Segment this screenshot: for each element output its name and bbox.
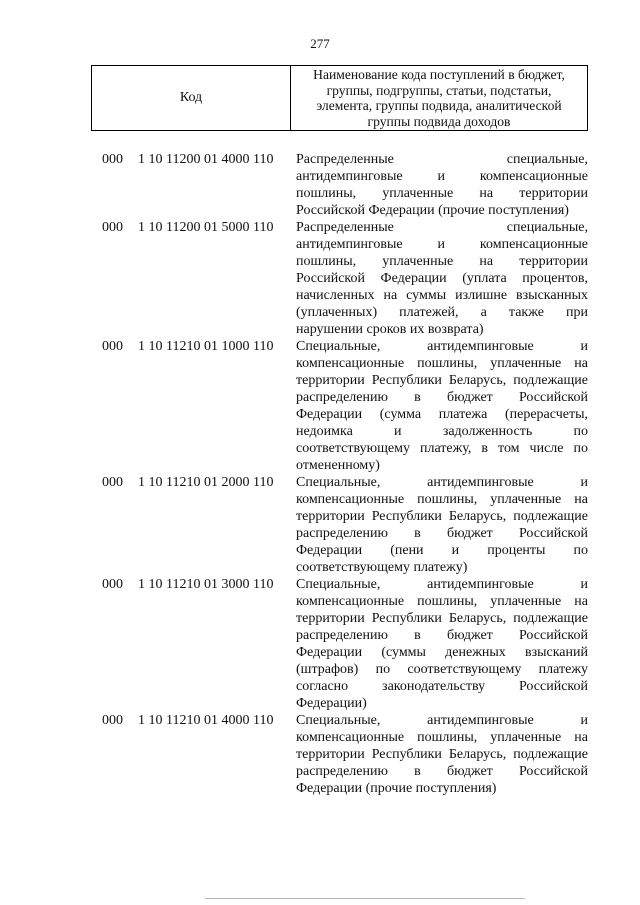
description-line: (штрафов) по соответствующему платежу (296, 662, 588, 677)
description-line: компенсационные пошлины, уплаченные на (296, 492, 588, 507)
description-line: антидемпинговые и компенсационные (296, 237, 588, 252)
description-line: пошлины, уплаченные на территории (296, 186, 588, 201)
description-line: распределению в бюджет Российской (296, 390, 588, 405)
row-budget-code: 1 10 11210 01 4000 110 (138, 713, 274, 728)
table-header (91, 65, 588, 131)
description-line: пошлины, уплаченные на территории (296, 254, 588, 269)
header-name-line: Наименование кода поступлений в бюджет, (313, 67, 565, 82)
description-line: распределению в бюджет Российской (296, 526, 588, 541)
row-budget-code: 1 10 11210 01 3000 110 (138, 577, 274, 592)
description-line: компенсационные пошлины, уплаченные на (296, 730, 588, 745)
description-line: территории Республики Беларусь, подлежащие (296, 373, 588, 388)
table-row (102, 712, 588, 797)
description-line: Специальные, антидемпинговые и (296, 577, 588, 592)
row-budget-code: 1 10 11200 01 5000 110 (138, 220, 274, 235)
description-line: согласно законодательству Российской (296, 679, 588, 694)
description-line: начисленных на суммы излишне взысканных (296, 288, 588, 303)
description-line: Специальные, антидемпинговые и (296, 339, 588, 354)
table-row (102, 576, 588, 712)
description-line: территории Республики Беларусь, подлежащие (296, 509, 588, 524)
header-name-line: группы подвида доходов (367, 113, 511, 129)
row-description (296, 219, 588, 338)
header-name-column (291, 66, 587, 130)
description-line: территории Республики Беларусь, подлежащие (296, 611, 588, 626)
description-line: территории Республики Беларусь, подлежащие (296, 747, 588, 762)
description-line: Федерации) (296, 696, 367, 711)
row-description (296, 474, 588, 576)
row-admin-code: 000 (102, 475, 123, 490)
description-line: соответствующему платежу) (296, 560, 468, 575)
header-name-line: группы, подгруппы, статьи, подстатьи, (326, 82, 552, 98)
table-row (102, 338, 588, 474)
description-line: Российской Федерации (уплата процентов, (296, 271, 588, 286)
description-line: Федерации (пени и проценты по (296, 543, 588, 558)
description-line: Федерации (сумма платежа (перерасчеты, (296, 407, 588, 422)
row-admin-code: 000 (102, 577, 123, 592)
row-budget-code: 1 10 11210 01 2000 110 (138, 475, 274, 490)
description-line: Специальные, антидемпинговые и (296, 475, 588, 490)
description-line: компенсационные пошлины, уплаченные на (296, 594, 588, 609)
description-line: распределению в бюджет Российской (296, 628, 588, 643)
table-row (102, 219, 588, 338)
row-admin-code: 000 (102, 713, 123, 728)
description-line: недоимка и задолженность по (296, 424, 588, 439)
description-line: Федерации (прочие поступления) (296, 781, 497, 796)
description-line: антидемпинговые и компенсационные (296, 169, 588, 184)
table-row (102, 474, 588, 576)
table-row (102, 151, 588, 219)
row-description (296, 576, 588, 712)
description-line: Федерации (суммы денежных взысканий (296, 645, 588, 660)
row-admin-code: 000 (102, 220, 123, 235)
row-admin-code: 000 (102, 152, 123, 167)
description-line: нарушении сроков их возврата) (296, 322, 484, 337)
table-body (102, 151, 588, 797)
scan-edge-line (205, 898, 525, 899)
row-description (296, 151, 588, 219)
row-admin-code: 000 (102, 339, 123, 354)
description-line: (уплаченных) платежей, а также при (296, 305, 588, 320)
description-line: Специальные, антидемпинговые и (296, 713, 588, 728)
row-budget-code: 1 10 11200 01 4000 110 (138, 152, 274, 167)
description-line: Российской Федерации (прочие поступления) (296, 203, 569, 218)
description-line: Распределенные специальные, (296, 220, 588, 235)
row-description (296, 338, 588, 474)
header-code-column: Код (92, 66, 291, 130)
description-line: соответствующему платежу, в том числе по (296, 441, 588, 456)
row-description (296, 712, 588, 797)
description-line: отмененному) (296, 458, 380, 473)
description-line: распределению в бюджет Российской (296, 764, 588, 779)
row-budget-code: 1 10 11210 01 1000 110 (138, 339, 274, 354)
header-name-line: элемента, группы подвида, аналитической (316, 98, 562, 113)
page-number: 277 (310, 36, 330, 51)
description-line: Распределенные специальные, (296, 152, 588, 167)
description-line: компенсационные пошлины, уплаченные на (296, 356, 588, 371)
